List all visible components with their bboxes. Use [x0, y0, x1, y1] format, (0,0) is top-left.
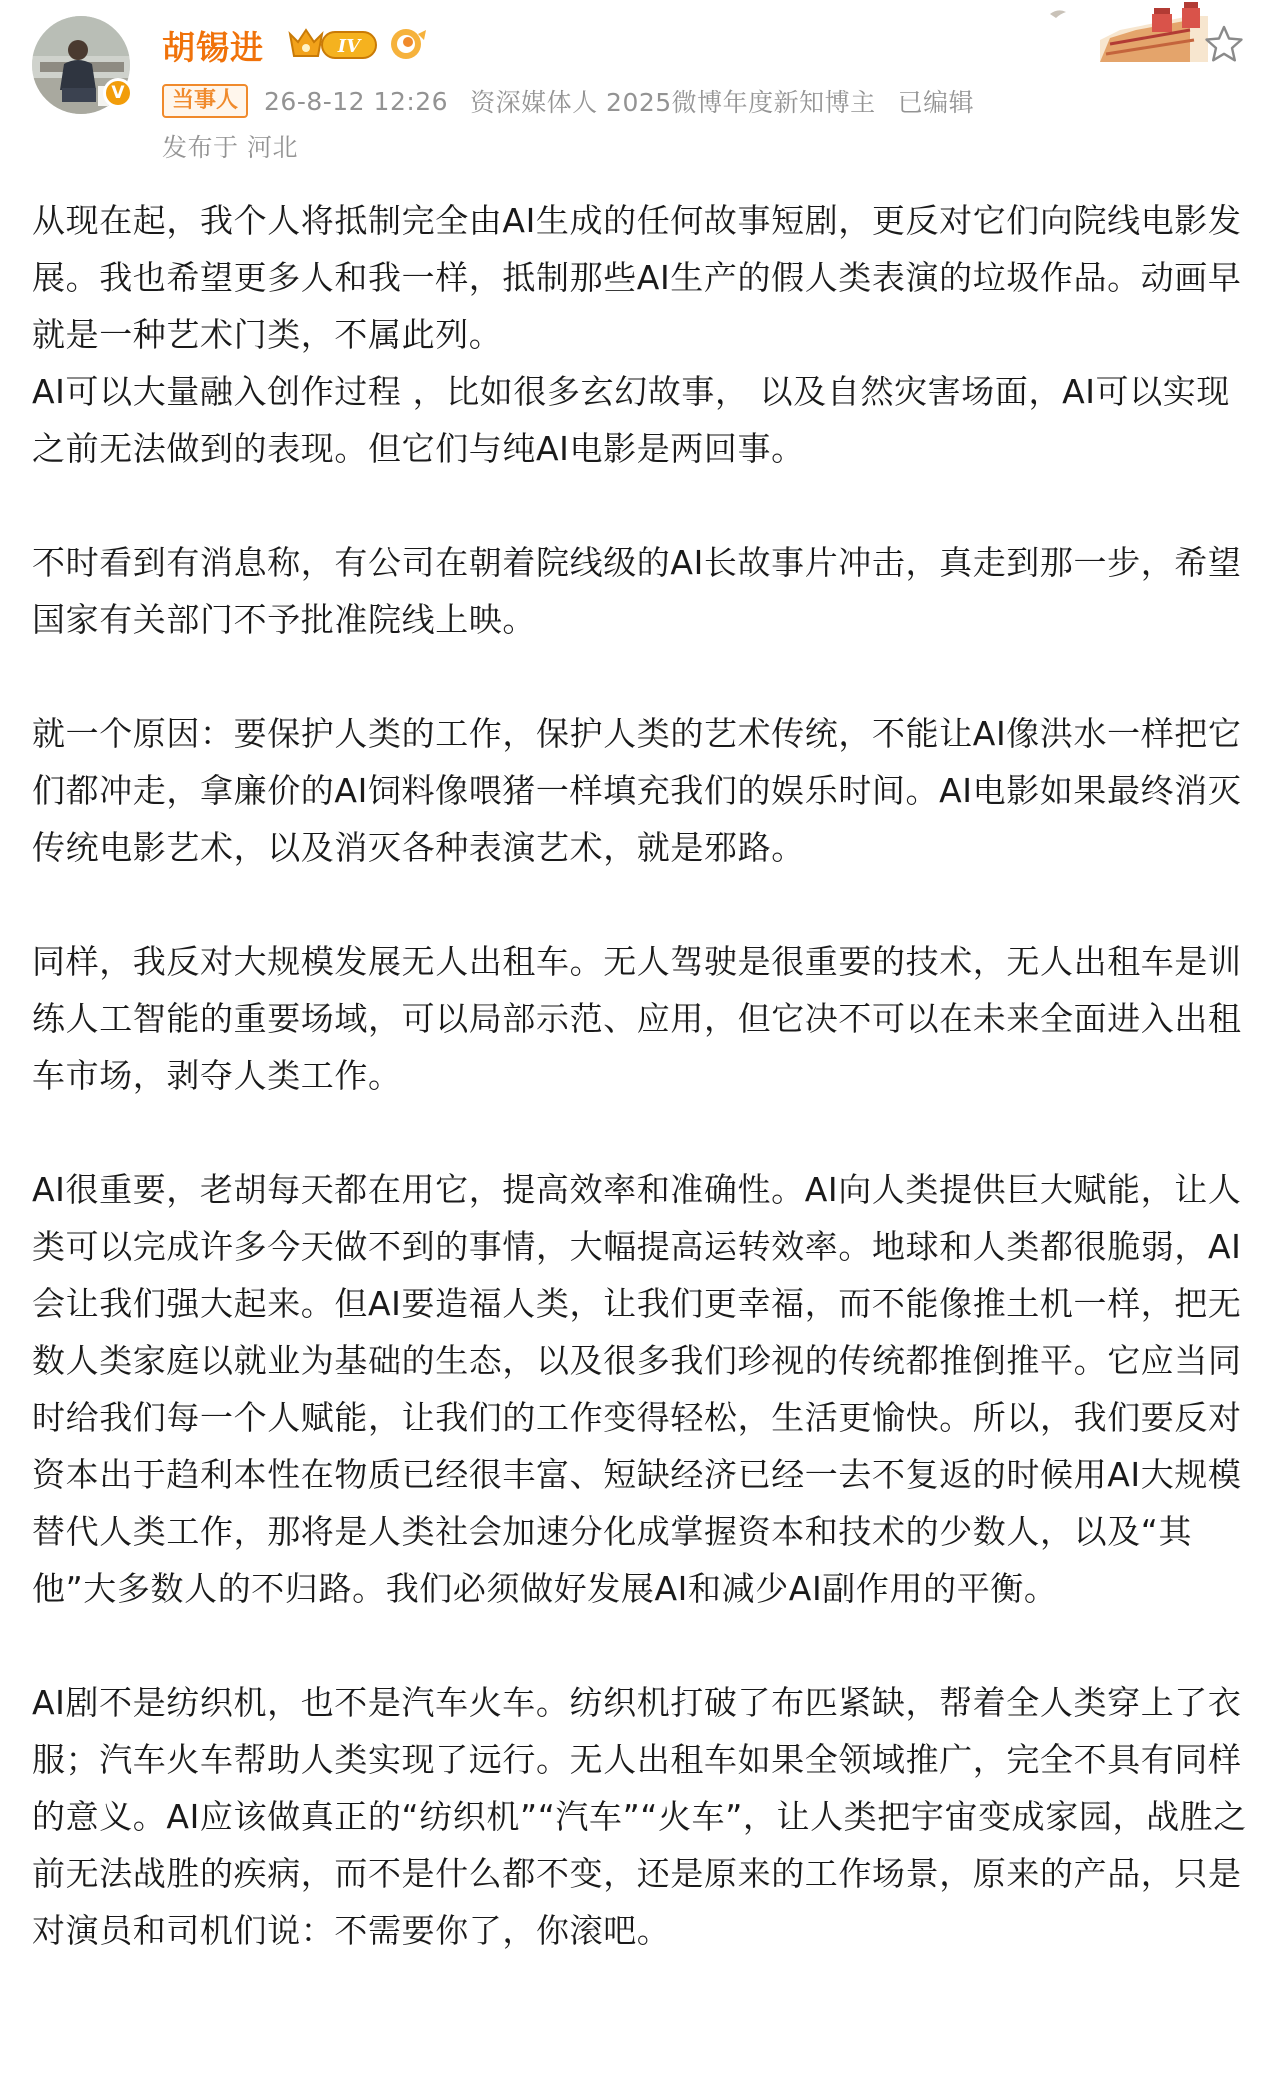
paragraph: 不时看到有消息称，有公司在朝着院线级的AI长故事片冲击，真走到那一步，希望国家有关部门不予批准院线上映。	[32, 543, 1242, 639]
party-tag[interactable]: 当事人	[162, 84, 248, 118]
paragraph-spacer	[32, 477, 1250, 534]
post-content	[32, 192, 1250, 1959]
edited-label[interactable]: 已编辑	[897, 88, 975, 117]
paragraph: 从现在起，我个人将抵制完全由AI生成的任何故事短剧，更反对它们向院线电影发展。我也希望更多人和我一样，抵制那些AI生产的假人类表演的垃圾作品。动画早就是一种艺术门类，不属此列。	[32, 201, 1242, 354]
paragraph: AI可以大量融入创作过程 ，比如很多玄幻故事， 以及自然灾害场面，AI可以实现之前无法做到的表现。但它们与纯AI电影是两回事。	[32, 372, 1230, 468]
vip-level-text: IV	[337, 36, 361, 57]
post-meta	[162, 84, 996, 118]
post-header	[0, 0, 1280, 180]
paragraph: 就一个原因：要保护人类的工作，保护人类的艺术传统，不能让AI像洪水一样把它们都冲走，拿廉价的AI饲料像喂猪一样填充我们的娱乐时间。AI电影如果最终消灭传统电影艺术，以及消灭各种表演艺术，就是邪路。	[32, 714, 1242, 867]
paragraph-spacer	[32, 1617, 1250, 1674]
paragraph-spacer	[32, 648, 1250, 705]
author-name[interactable]: 胡锡进	[162, 28, 264, 67]
post-datetime[interactable]: 26-8-12 12:26	[264, 86, 449, 116]
star-outline-icon[interactable]	[1204, 24, 1244, 64]
paragraph: AI剧不是纺织机，也不是汽车火车。纺织机打破了布匹紧缺，帮着全人类穿上了衣服；汽车火车帮助人类实现了远行。无人出租车如果全领域推广，完全不具有同样的意义。AI应该做真正的“纺织机”“汽车”“火车”，让人类把宇宙变成家园，战胜之前无法战胜的疾病，而不是什么都不变，还是原来的工作场景，原来的产品，只是对演员和司机们说：不需要你了，你滚吧。	[32, 1683, 1247, 1950]
paragraph-spacer	[32, 876, 1250, 933]
fan-badge-icon[interactable]	[388, 26, 428, 62]
verified-badge-icon: V	[103, 78, 133, 108]
paragraph: 同样，我反对大规模发展无人出租车。无人驾驶是很重要的技术，无人出租车是训练人工智能的重要场域，可以局部示范、应用，但它决不可以在未来全面进入出租车市场，剥夺人类工作。	[32, 942, 1242, 1095]
great-wall-decoration-icon	[1040, 0, 1220, 64]
post-location: 发布于 河北	[162, 133, 298, 162]
vip-level-badge-icon[interactable]	[286, 24, 380, 64]
paragraph: AI很重要，老胡每天都在用它，提高效率和准确性。AI向人类提供巨大赋能，让人类可以完成许多今天做不到的事情，大幅提高运转效率。地球和人类都很脆弱，AI会让我们强大起来。但AI要造福人类，让我们更幸福，而不能像推土机一样，把无数人类家庭以就业为基础的生态，以及很多我们珍视的传统都推倒推平。它应当同时给我们每一个人赋能，让我们的工作变得轻松，生活更愉快。所以，我们要反对资本出于趋利本性在物质已经很丰富、短缺经济已经一去不复返的时候用AI大规模替代人类工作，那将是人类社会加速分化成掌握资本和技术的少数人，以及“其他”大多数人的不归路。我们必须做好发展AI和减少AI副作用的平衡。	[32, 1170, 1242, 1608]
paragraph-spacer	[32, 1104, 1250, 1161]
author-title: 资深媒体人 2025微博年度新知博主	[470, 88, 876, 117]
